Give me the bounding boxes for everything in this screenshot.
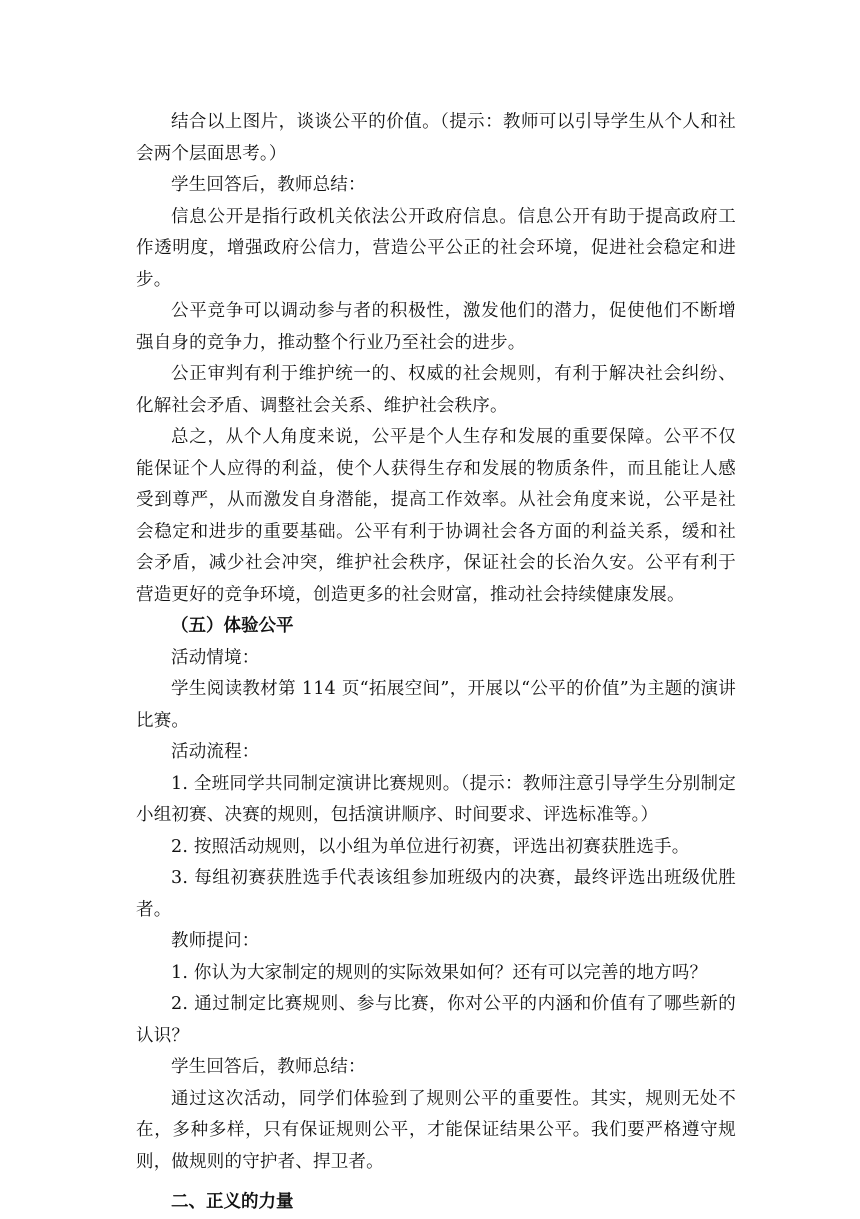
process-step-3: 3. 每组初赛获胜选手代表该组参加班级内的决赛，最终评选出班级优胜者。 <box>136 868 736 920</box>
activity-context-label: 活动情境： <box>171 647 260 668</box>
teacher-question-1: 1. 你认为大家制定的规则的实际效果如何？还有可以完善的地方吗？ <box>171 962 708 983</box>
activity-process-label: 活动流程： <box>171 742 260 762</box>
teacher-summary-label: 学生回答后，教师总结： <box>171 175 366 195</box>
activity-summary-paragraph: 通过这次活动，同学们体验到了规则公平的重要性。其实，规则无处不在，多种多样，只有保证规则公平，才能保证结果公平。我们要严格遵守规则，做规则的守护者、捍卫者。 <box>136 1088 736 1172</box>
teacher-question-2: 2. 通过制定比赛规则、参与比赛，你对公平的内涵和价值有了哪些新的认识？ <box>136 994 736 1046</box>
fair-competition-paragraph: 公平竞争可以调动参与者的积极性，激发他们的潜力，促使他们不断增强自身的竞争力，推动整个行业乃至社会的进步。 <box>136 301 736 353</box>
teacher-summary-label-2: 学生回答后，教师总结： <box>171 1057 366 1077</box>
prompt-paragraph: 结合以上图片，谈谈公平的价值。（提示：教师可以引导学生从个人和社会两个层面思考。） <box>136 112 736 164</box>
conclusion-paragraph: 总之，从个人角度来说，公平是个人生存和发展的重要保障。公平不仅能保证个人应得的利益，使个人获得生存和发展的物质条件，而且能让人感受到尊严，从而激发自身潜能，提高工作效率。从社会角度来说，公平是社会稳定和进步的重要基础。公平有利于协调社会各方面的利益关系，缓和社会矛盾，减少社会冲突，维护社会秩序，保证社会的长治久安。公平有利于营造更好的竞争环境，创造更多的社会财富，推动社会持续健康发展。 <box>136 427 736 605</box>
section-heading-power-of-justice: 二、正义的力量 <box>171 1192 294 1212</box>
activity-context-paragraph: 学生阅读教材第 114 页“拓展空间”，开展以“公平的价值”为主题的演讲比赛。 <box>136 679 736 731</box>
fair-trial-paragraph: 公正审判有利于维护统一的、权威的社会规则，有利于解决社会纠纷、化解社会矛盾、调整社会关系、维护社会秩序。 <box>136 364 736 416</box>
teacher-question-label: 教师提问： <box>171 931 260 951</box>
section-heading-experience-fairness: （五）体验公平 <box>171 616 294 636</box>
process-step-1: 1. 全班同学共同制定演讲比赛规则。（提示：教师注意引导学生分别制定小组初赛、决赛的规则，包括演讲顺序、时间要求、评选标准等。） <box>136 773 736 825</box>
process-step-2: 2. 按照活动规则，以小组为单位进行初赛，评选出初赛获胜选手。 <box>171 836 690 857</box>
info-disclosure-paragraph: 信息公开是指行政机关依法公开政府信息。信息公开有助于提高政府工作透明度，增强政府公信力，营造公平公正的社会环境，促进社会稳定和进步。 <box>136 206 736 290</box>
document-body <box>136 107 736 1219</box>
